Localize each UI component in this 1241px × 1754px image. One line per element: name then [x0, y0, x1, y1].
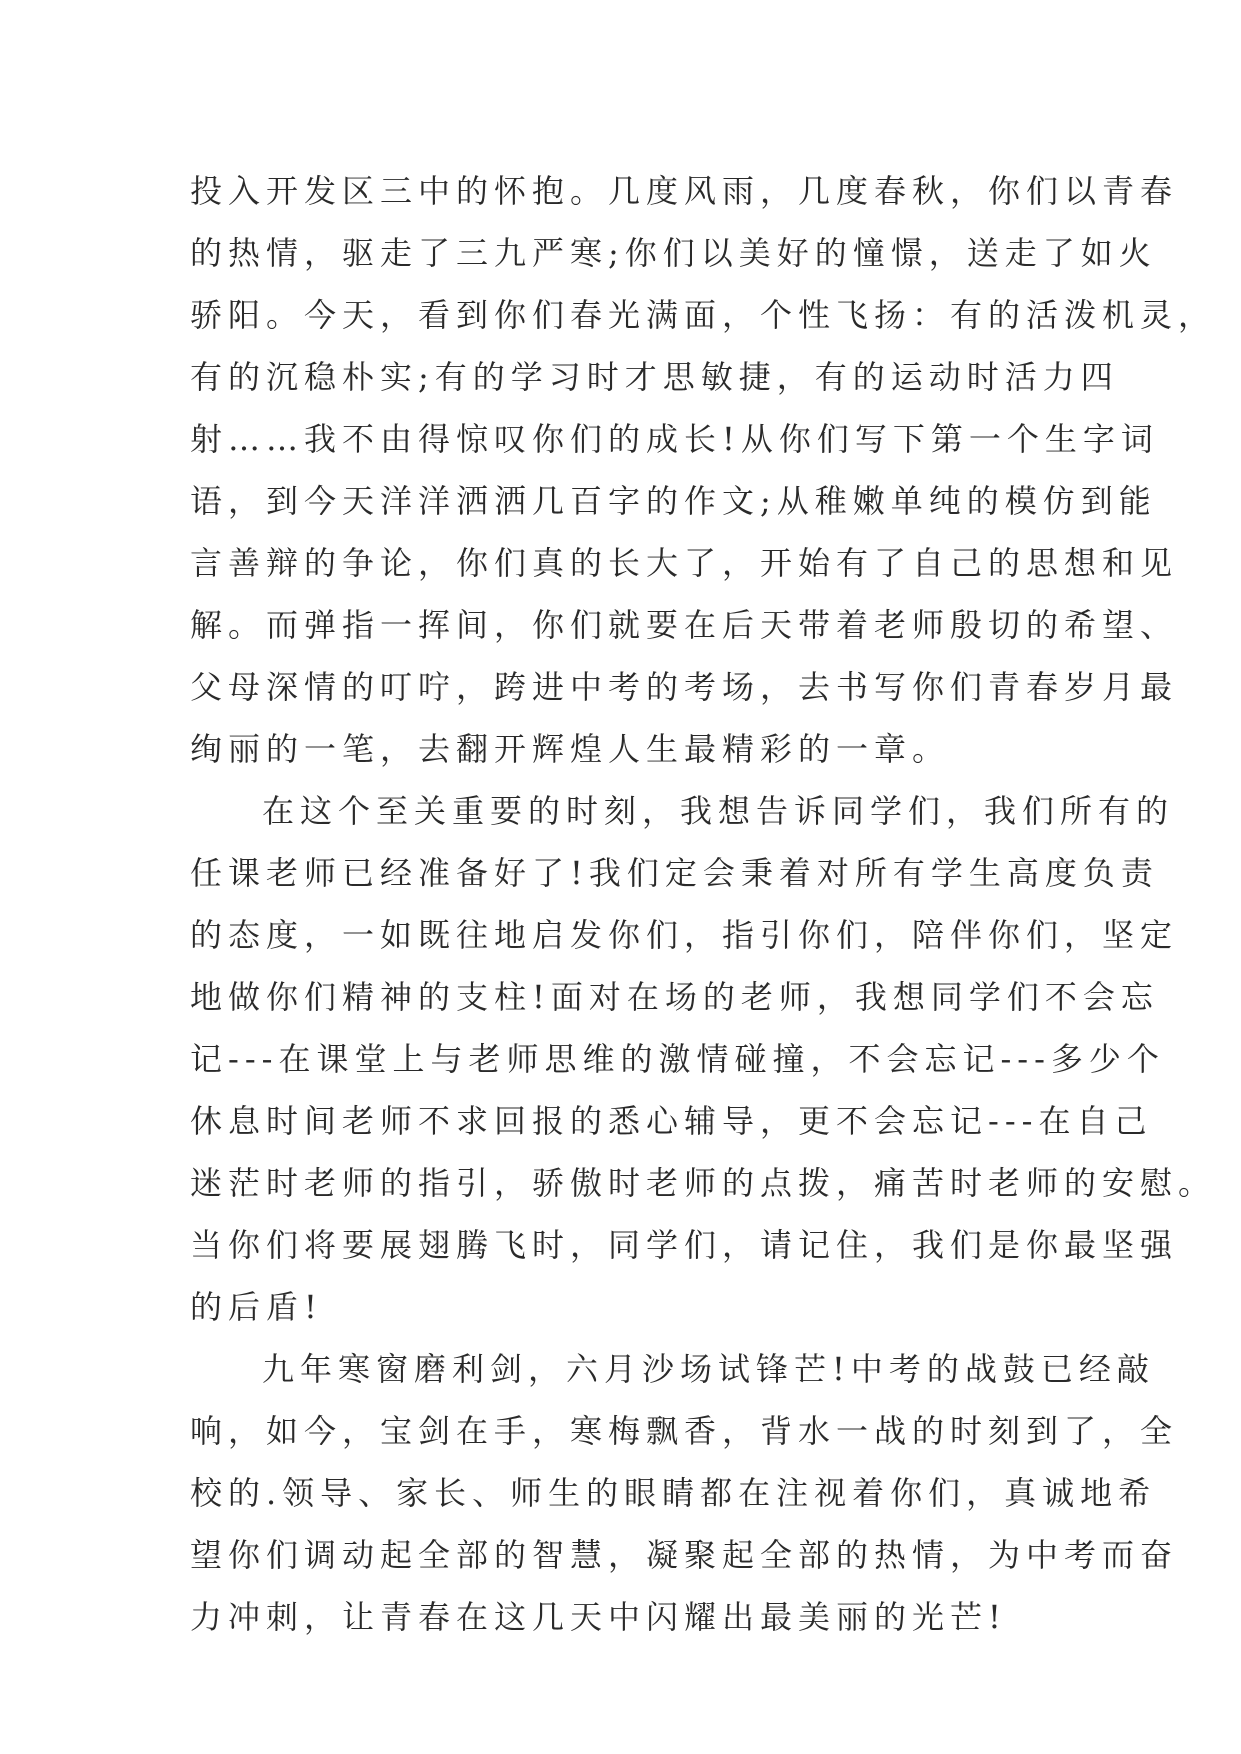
text-line: 投入开发区三中的怀抱。几度风雨，几度春秋，你们以青春 — [190, 172, 1179, 210]
text-line: 的态度，一如既往地启发你们，指引你们，陪伴你们，坚定 — [190, 916, 1179, 954]
text-line: 的热情，驱走了三九严寒;你们以美好的憧憬，送走了如火 — [190, 234, 1157, 272]
text-line: 响，如今，宝剑在手，寒梅飘香，背水一战的时刻到了，全 — [190, 1412, 1179, 1450]
text-line: 当你们将要展翅腾飞时，同学们，请记住，我们是你最坚强 — [190, 1226, 1179, 1264]
text-line: 解。而弹指一挥间，你们就要在后天带着老师殷切的希望、 — [190, 606, 1179, 644]
paragraph-start-line: 九年寒窗磨利剑，六月沙场试锋芒!中考的战鼓已经敲 — [262, 1350, 1155, 1388]
text-line: 言善辩的争论，你们真的长大了，开始有了自己的思想和见 — [190, 544, 1179, 582]
text-line: 任课老师已经准备好了!我们定会秉着对所有学生高度负责 — [190, 854, 1159, 892]
text-line: 力冲刺，让青春在这几天中闪耀出最美丽的光芒! — [190, 1598, 1007, 1636]
text-line: 射……我不由得惊叹你们的成长!从你们写下第一个生字词 — [190, 420, 1159, 458]
text-line: 有的沉稳朴实;有的学习时才思敏捷，有的运动时活力四 — [190, 358, 1119, 396]
text-line: 父母深情的叮咛，跨进中考的考场，去书写你们青春岁月最 — [190, 668, 1179, 706]
text-line: 骄阳。今天，看到你们春光满面，个性飞扬：有的活泼机灵， — [190, 296, 1217, 334]
text-line: 的后盾! — [190, 1288, 323, 1326]
text-line: 望你们调动起全部的智慧，凝聚起全部的热情，为中考而奋 — [190, 1536, 1179, 1574]
text-line: 地做你们精神的支柱!面对在场的老师，我想同学们不会忘 — [190, 978, 1159, 1016]
text-line: 语，到今天洋洋洒洒几百字的作文;从稚嫩单纯的模仿到能 — [190, 482, 1157, 520]
body-text — [190, 160, 1217, 1648]
text-line: 迷茫时老师的指引，骄傲时老师的点拨，痛苦时老师的安慰。 — [190, 1164, 1217, 1202]
text-line: 校的.领导、家长、师生的眼睛都在注视着你们，真诚地希 — [190, 1474, 1157, 1512]
paragraph-start-line: 在这个至关重要的时刻，我想告诉同学们，我们所有的 — [262, 792, 1175, 830]
text-line: 绚丽的一笔，去翻开辉煌人生最精彩的一章。 — [190, 730, 951, 768]
text-line: 休息时间老师不求回报的悉心辅导，更不会忘记---在自己 — [190, 1102, 1153, 1140]
text-line: 记---在课堂上与老师思维的激情碰撞，不会忘记---多少个 — [190, 1040, 1165, 1078]
